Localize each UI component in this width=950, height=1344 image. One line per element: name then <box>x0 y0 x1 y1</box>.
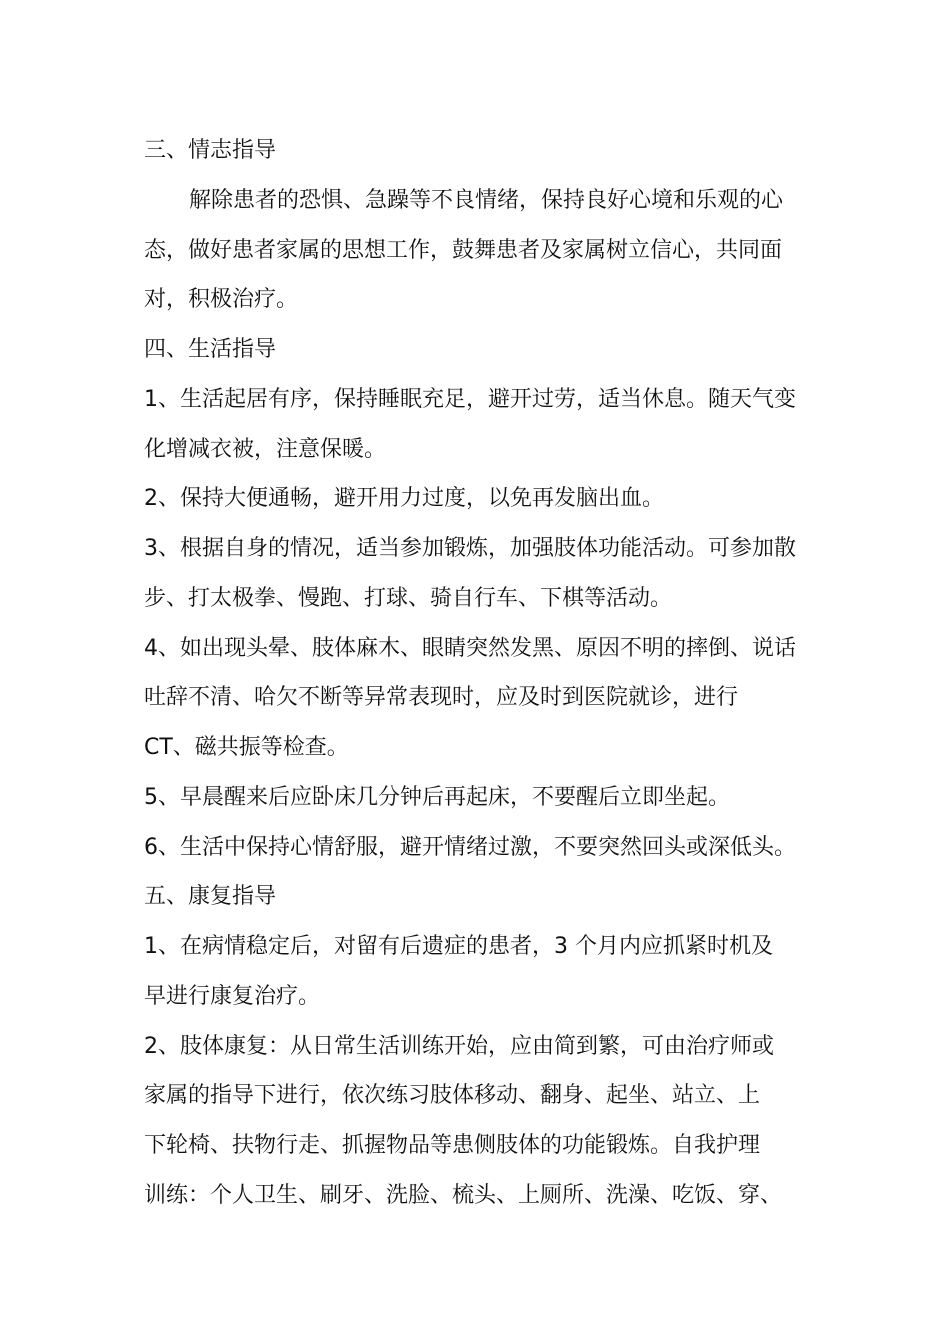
list-item-line: 6、生活中保持心情舒服，避开情绪过激，不要突然回头或深低头。 <box>144 835 796 860</box>
section-heading-life-guidance: 四、生活指导 <box>144 337 277 362</box>
list-item-line: 化增减衣被，注意保暖。 <box>144 437 387 462</box>
list-item-line: CT、磁共振等检查。 <box>144 735 349 760</box>
paragraph-line: 态，做好患者家属的思想工作，鼓舞患者及家属树立信心，共同面 <box>144 238 783 263</box>
list-item-line: 家属的指导下进行，依次练习肢体移动、翻身、起坐、站立、上 <box>144 1083 761 1108</box>
paragraph-line: 解除患者的恐惧、急躁等不良情绪，保持良好心境和乐观的心 <box>189 188 784 213</box>
list-item-line: 2、保持大便通畅，避开用力过度，以免再发脑出血。 <box>144 486 664 511</box>
section-heading-rehab-guidance: 五、康复指导 <box>144 884 277 909</box>
section-heading-emotional-guidance: 三、情志指导 <box>144 138 277 163</box>
list-item-line: 早进行康复治疗。 <box>144 984 321 1009</box>
list-item-line: 1、在病情稳定后，对留有后遗症的患者，3 个月内应抓紧时机及 <box>144 934 773 959</box>
list-item-line: 步、打太极拳、慢跑、打球、骑自行车、下棋等活动。 <box>144 586 673 611</box>
list-item-line: 2、肢体康复：从日常生活训练开始，应由简到繁，可由治疗师或 <box>144 1034 774 1059</box>
list-item-line: 3、根据自身的情况，适当参加锻炼，加强肢体功能活动。可参加散 <box>144 536 796 561</box>
list-item-line: 训练：个人卫生、刷牙、洗脸、梳头、上厕所、洗澡、吃饭、穿、 <box>144 1183 783 1208</box>
list-item-line: 下轮椅、扶物行走、抓握物品等患侧肢体的功能锻炼。自我护理 <box>144 1133 761 1158</box>
list-item-line: 1、生活起居有序，保持睡眠充足，避开过劳，适当休息。随天气变 <box>144 387 796 412</box>
list-item-line: 4、如出现头晕、肢体麻木、眼睛突然发黑、原因不明的摔倒、说话 <box>144 636 796 661</box>
paragraph-line: 对，积极治疗。 <box>144 287 299 312</box>
list-item-line: 吐辞不清、哈欠不断等异常表现时，应及时到医院就诊，进行 <box>144 685 739 710</box>
list-item-line: 5、早晨醒来后应卧床几分钟后再起床，不要醒后立即坐起。 <box>144 785 730 810</box>
